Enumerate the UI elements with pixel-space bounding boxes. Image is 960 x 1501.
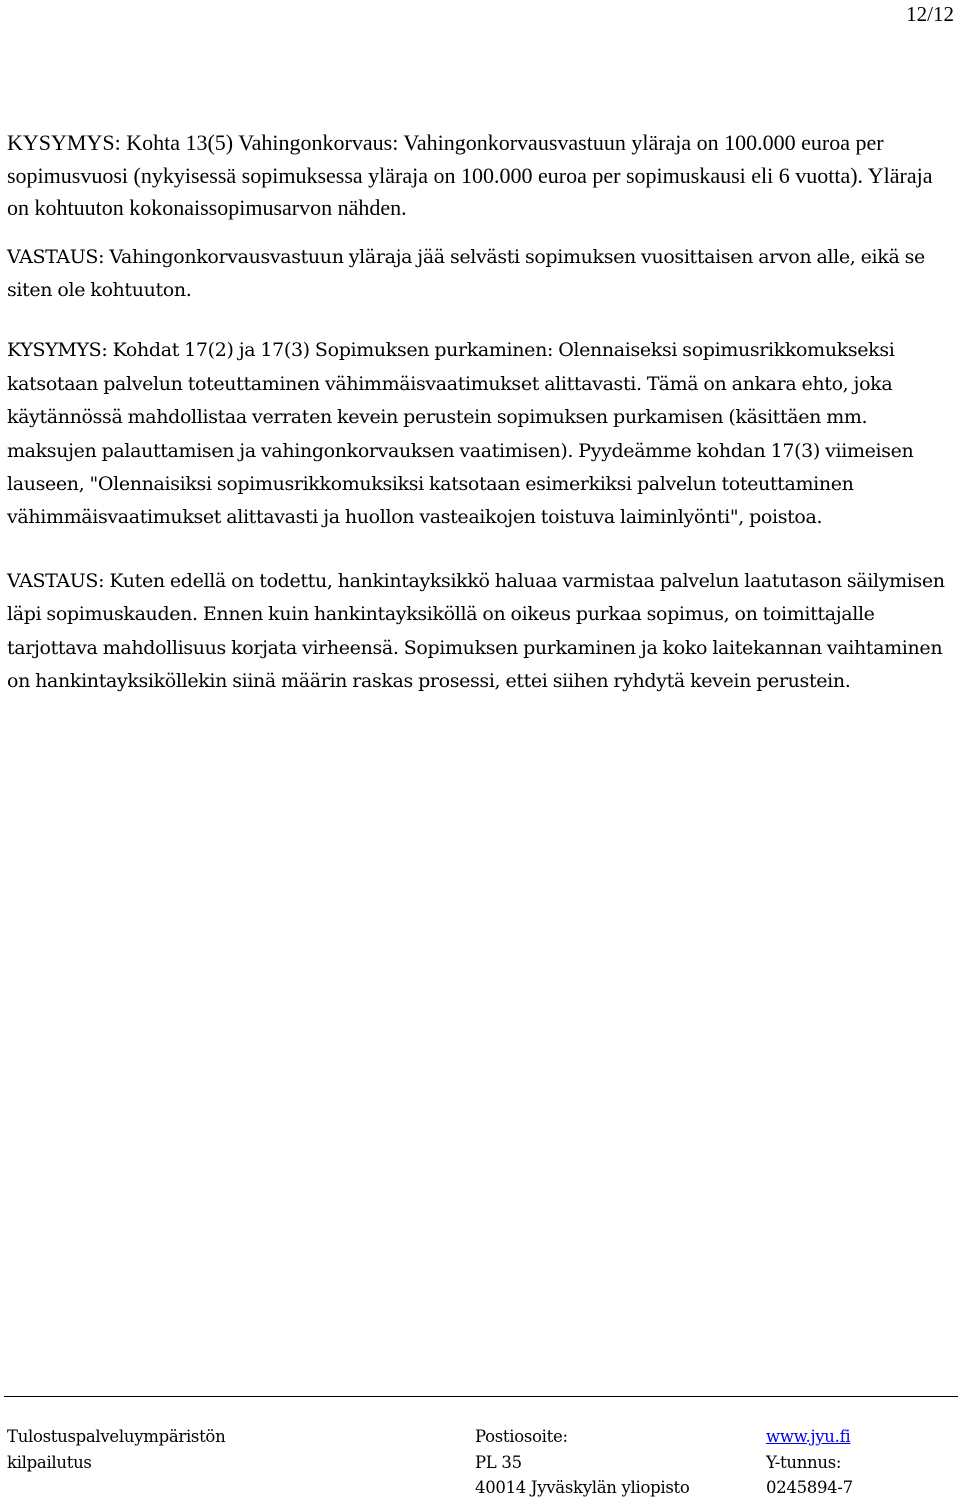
question-paragraph-2: KYSYMYS: Kohdat 17(2) ja 17(3) Sopimuksen purkaminen: Olennaiseksi sopimusrikkomukseksi katsotaan palvelun toteuttaminen vähimmäisvaatimukset alittavasti. Tämä on ankara ehto, joka käytännössä mahdollistaa verraten kevein perustein sopimuksen purkamisen (käsittäen mm. maksujen palauttamisen ja vahingonkorvauksen vaatimisen). Pyydeämme kohdan 17(3) viimeisen lauseen, "Olennaisiksi sopimusrikkomuksiksi katsotaan esimerkiksi palvelun toteuttaminen vähimmäisvaatimukset alittavasti ja huollon vasteaikojen toistuva laiminlyönti", poistoa. <box>7 339 914 529</box>
footer-address-po-box: PL 35 <box>475 1452 522 1472</box>
footer-title-line-2: kilpailutus <box>7 1452 92 1472</box>
website-link[interactable]: www.jyu.fi <box>766 1427 851 1446</box>
footer-address-city: 40014 Jyväskylän yliopisto <box>475 1478 690 1497</box>
footer-contact-column <box>766 1424 853 1501</box>
footer-address-column <box>475 1424 689 1501</box>
page-number: 12/12 <box>906 2 954 26</box>
answer-paragraph-1: VASTAUS: Vahingonkorvausvastuun yläraja jää selvästi sopimuksen vuosittaisen arvon alle, eikä se siten ole kohtuuton. <box>7 245 925 301</box>
business-id-value: 0245894-7 <box>766 1478 853 1497</box>
business-id-label: Y-tunnus: <box>766 1452 842 1472</box>
answer-paragraph-2: VASTAUS: Kuten edellä on todettu, hankintayksikkö haluaa varmistaa palvelun laatutason säilymisen läpi sopimuskauden. Ennen kuin hankintayksiköllä on oikeus purkaa sopimus, on toimittajalle tarjottava mahdollisuus korjata virheensä. Sopimuksen purkaminen ja koko laitekannan vaihtaminen on hankintayksiköllekin siinä määrin raskas prosessi, ettei siihen ryhdytä kevein perustein. <box>7 569 945 692</box>
footer-title-column <box>7 1424 225 1475</box>
question-paragraph-1: KYSYMYS: Kohta 13(5) Vahingonkorvaus: Vahingonkorvausvastuun yläraja on 100.000 euroa per sopimusvuosi (nykyisessä sopimuksessa yläraja on 100.000 euroa per sopimuskausi eli 6 vuotta). Yläraja on kohtuuton kokonaissopimusarvon nähden. <box>7 130 933 220</box>
footer-divider <box>4 1396 958 1397</box>
document-body <box>7 127 954 698</box>
footer-title-line-1: Tulostuspalveluympäristön <box>7 1427 226 1446</box>
footer-address-label: Postiosoite: <box>475 1427 568 1446</box>
